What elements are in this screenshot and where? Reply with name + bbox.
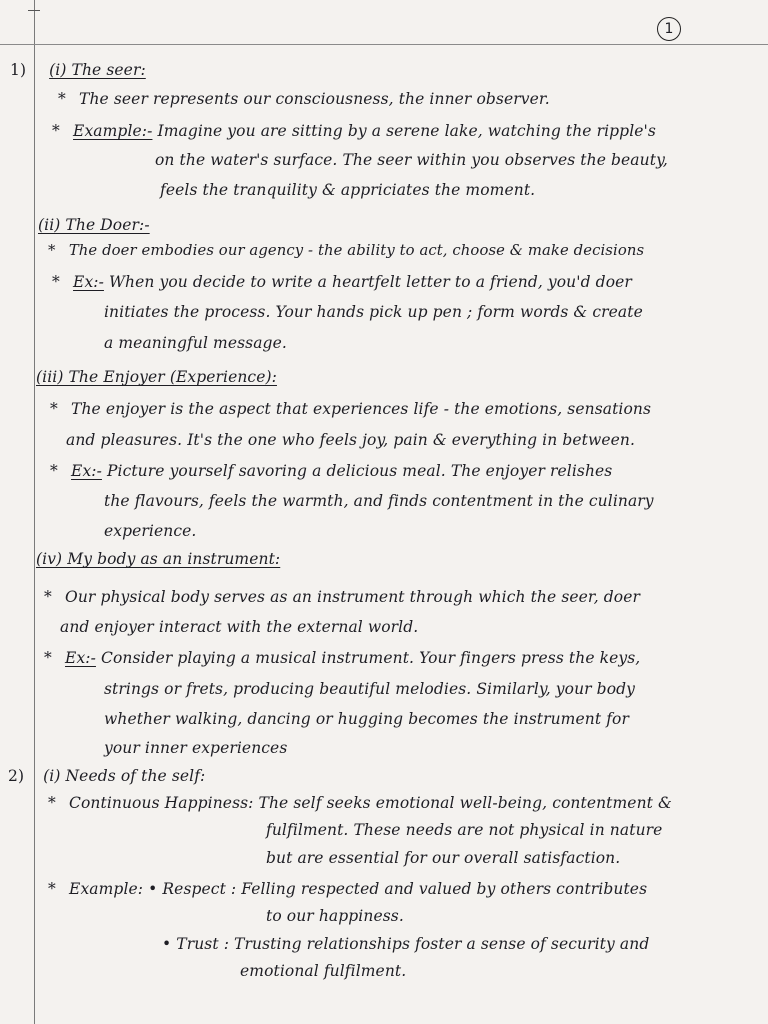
- section-number: 2): [8, 767, 25, 785]
- line-text: Our physical body serves as an instrument through which the seer, doer: [65, 588, 641, 606]
- line-text: Consider playing a musical instrument. Your fingers press the keys,: [100, 649, 641, 667]
- line-16: [104, 521, 196, 541]
- line-12: [50, 399, 651, 419]
- bullet-mark: *: [52, 122, 60, 140]
- line-17: [36, 549, 280, 569]
- label: Ex:-: [65, 649, 96, 667]
- line-14: [50, 461, 612, 481]
- line-text: to our happiness.: [266, 907, 404, 925]
- line-text: emotional fulfilment.: [240, 962, 407, 980]
- bullet-mark: *: [44, 649, 52, 667]
- bullet-mark: *: [48, 880, 56, 898]
- heading: (iv) My body as an instrument:: [36, 550, 281, 568]
- line-text: and enjoyer interact with the external world.: [60, 618, 419, 636]
- line-24: [8, 766, 205, 786]
- line-text: but are essential for our overall satisfaction.: [266, 849, 621, 867]
- line-text: Imagine you are sitting by a serene lake, watching the ripple's: [157, 122, 656, 140]
- bullet-mark: *: [44, 588, 52, 606]
- bullet-mark: *: [50, 400, 58, 418]
- line-3: [52, 121, 656, 141]
- line-text: The doer embodies our agency - the ability to act, choose & make decisions: [68, 242, 645, 259]
- line-text: the flavours, feels the warmth, and finds contentment in the culinary: [104, 492, 654, 510]
- line-13: [66, 430, 635, 450]
- line-text: When you decide to write a heartfelt letter to a friend, you'd doer: [108, 273, 632, 291]
- line-5: [160, 180, 535, 200]
- line-text: experience.: [104, 522, 197, 540]
- line-7: [48, 241, 644, 261]
- line-28: [48, 879, 647, 899]
- line-8: [52, 272, 632, 292]
- line-text: your inner experiences: [104, 739, 288, 757]
- line-1: [10, 60, 146, 80]
- line-4: [155, 150, 668, 170]
- section-number: 1): [10, 61, 27, 79]
- line-text: fulfilment. These needs are not physical in nature: [266, 821, 663, 839]
- bullet-mark: *: [58, 90, 66, 108]
- heading: (i) The seer:: [49, 61, 146, 79]
- top-tick-mark: [28, 10, 40, 11]
- line-15: [104, 491, 654, 511]
- heading: (iii) The Enjoyer (Experience):: [36, 368, 277, 386]
- line-23: [104, 738, 287, 758]
- heading: (i) Needs of the self:: [43, 767, 206, 785]
- line-text: on the water's surface. The seer within you observes the beauty,: [155, 151, 668, 169]
- header-rule: [0, 44, 768, 45]
- line-29: [266, 906, 404, 926]
- margin-rule: [34, 0, 35, 1024]
- line-text: strings or frets, producing beautiful melodies. Similarly, your body: [104, 680, 636, 698]
- line-18: [44, 587, 640, 607]
- line-text: Picture yourself savoring a delicious meal. The enjoyer relishes: [106, 462, 613, 480]
- bullet-mark: *: [52, 273, 60, 291]
- line-text: feels the tranquility & appriciates the moment.: [160, 181, 536, 199]
- line-31: [240, 961, 406, 981]
- line-text: and pleasures. It's the one who feels joy, pain & everything in between.: [66, 431, 635, 449]
- line-text: • Trust : Trusting relationships foster a sense of security and: [162, 935, 650, 953]
- line-6: [38, 215, 150, 235]
- line-text: The enjoyer is the aspect that experiences life - the emotions, sensations: [71, 400, 652, 418]
- line-20: [44, 648, 640, 668]
- line-11: [36, 367, 277, 387]
- line-text: whether walking, dancing or hugging becomes the instrument for: [104, 710, 629, 728]
- label: Ex:-: [73, 273, 104, 291]
- page-number: 1: [657, 17, 681, 41]
- line-22: [104, 709, 629, 729]
- line-10: [104, 333, 287, 353]
- line-19: [60, 617, 418, 637]
- line-text: Continuous Happiness: The self seeks emotional well-being, contentment &: [69, 794, 672, 812]
- bullet-mark: *: [50, 462, 58, 480]
- bullet-mark: *: [48, 242, 56, 259]
- line-text: a meaningful message.: [104, 334, 287, 352]
- line-26: [266, 820, 662, 840]
- line-27: [266, 848, 620, 868]
- heading: (ii) The Doer:-: [38, 216, 150, 234]
- bullet-mark: *: [48, 794, 56, 812]
- label: Example:-: [73, 122, 153, 140]
- line-text: initiates the process. Your hands pick up pen ; form words & create: [104, 303, 643, 321]
- line-text: The seer represents our consciousness, the inner observer.: [79, 90, 550, 108]
- line-text: Example: • Respect : Felling respected and valued by others contributes: [69, 880, 648, 898]
- line-2: [58, 89, 550, 109]
- label: Ex:-: [71, 462, 102, 480]
- line-30: [162, 934, 649, 954]
- line-25: [48, 793, 672, 813]
- line-21: [104, 679, 635, 699]
- line-9: [104, 302, 643, 322]
